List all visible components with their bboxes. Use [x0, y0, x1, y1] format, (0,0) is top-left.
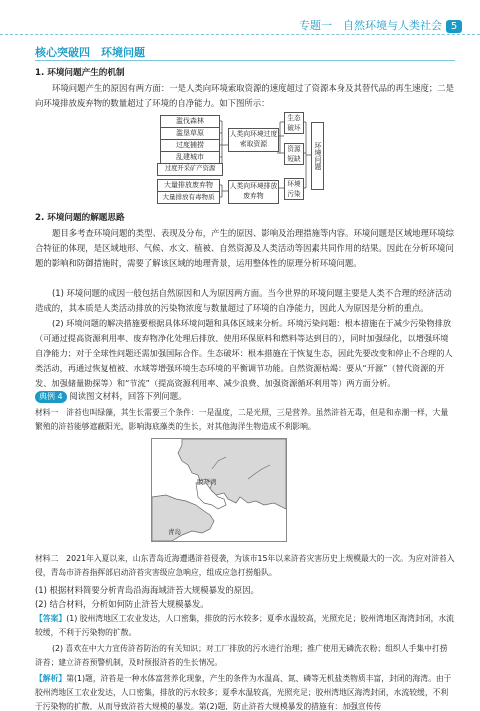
example-header [35, 389, 455, 404]
s2-para3: (2) 环境问题的解决措施要根据具体环境问题和具体区域来分析。环境污染问题：根本措施在于减少污染物排放（可通过提高资源利用率、废弃物净化处理后排放、使用环保原料和燃料等达到目的），同时加强绿化，以增强环境自净能力；对于全球性问题还需加强国际合作。生态破坏：根本措施在于恢复生态，因此先要改变和停止不合理的人类活动，再通过恢复植被、水域等增强环境生态环境的平衡调节功能。自然资源枯竭：要从“开源”（替代资源的开发、加强储量勘探等）和“节流”（提高资源利用率、减少浪费、加强资源循环利用等）两方面分析。 [35, 318, 453, 388]
diagram-mid-top: 人类向环境过度索取资源 [228, 128, 279, 152]
diagram-final: 环境问题 [311, 122, 324, 190]
answer-1: (1) 胶州湾地区工农业发达，人口密集，排放的污水较多；夏季水温较高，光照充足；胶州湾地区海湾封闭，水流较缓，不利于污染物的扩散。 [35, 614, 454, 637]
question-1: (1) 根据材料简要分析青岛沿海海域浒苔大规模暴发的原因。 [35, 585, 259, 595]
map-label-bay: 胶州湾 [197, 478, 217, 486]
page-number: 5 [446, 20, 462, 33]
map-label-city: 青岛 [168, 528, 181, 536]
analysis-block [35, 672, 455, 710]
diagram-right-top-1: 生态破坏 [284, 112, 304, 134]
diagram-left-item: 乱建城市 [160, 151, 220, 164]
diagram-left-item: 滥伐森林 [160, 115, 220, 128]
map-figure [151, 438, 287, 542]
page-header [299, 17, 462, 33]
s1-heading: 1. 环境问题产生的机制 [35, 68, 125, 78]
material-1: 材料一 浒苔也叫绿藻，其生长需要三个条件：一是温度，二是光照，三是营养。虽然浒苔无毒，但是和赤潮一样，大量繁殖的浒苔能够遮蔽阳光，影响海底藻类的生长，对其他海洋生物造成不利影响。 [35, 408, 449, 431]
material-2: 材料二 2021年入夏以来，山东青岛近海遭遇浒苔侵袭，为该市15年以来浒苔灾害历史上规模最大的一次。为应对浒苔入侵，青岛市浒苔指挥部启动浒苔灾害级应急响应，组成应急打捞船队。 [35, 554, 455, 577]
section-divider [35, 60, 455, 61]
diagram-right-top-2: 资源短缺 [284, 143, 304, 165]
example-tag: 典例 4 [35, 391, 67, 403]
s2-heading: 2. 环境问题的解题思路 [35, 213, 125, 223]
s1-para1: 环境问题产生的原因有两方面：一是人类向环境索取资源的速度超过了资源本身及其替代品的再生速度；二是向环境排放废弃物的数量超过了环境的自净能力。如下图所示： [35, 83, 454, 108]
question-2: (2) 结合材料，分析如何防止浒苔大规模暴发。 [35, 599, 209, 609]
answer-block [35, 612, 455, 640]
diagram-right-bottom: 环境污染 [284, 178, 304, 200]
s2-para1: 题目多考查环境问题的类型、表现及分布，产生的原因、影响及治理措施等内容。环境问题是区域地理环境综合特征的体现，是区域地形、气候、水文、植被、自然资源及人类活动等因素共同作用的结果。因此在分析环境问题的影响和防御措施时，需要了解该区域的地理背景，运用整体性的原理分析环境问题。 [35, 228, 454, 268]
diagram-left-item: 大量排放有毒物质 [157, 191, 220, 204]
analysis-text: 第(1)题，浒苔是一种水体富营养化现象，产生的条件为水温高、氮、磷等无机盐类物质丰富，封闭的海湾。由于胶州湾地区工农业发达，人口密集，排放的污水较多；夏季水温较高，光照充足；胶州湾地区海湾封闭，水流较缓，不利于污染物的扩散，从而导致浒苔大规模的暴发。第(2)题，防止浒苔大规模暴发的措施有：加强宣传传 [35, 674, 452, 710]
answer-tag: 【答案】 [35, 614, 67, 623]
header-divider [0, 34, 480, 35]
s2-para2: (1) 环境问题的成因一般包括自然原因和人为原因两方面。当今世界的环境问题主要是人类不合理的经济活动造成的，其本质是人类活动排放的污染物浓度与数量超过了环境的自净能力，因此人为原因是分析的重点。 [35, 288, 452, 313]
answer-2: (2) 喜欢在中大力宣传浒苔防治的有关知识；对工厂排放的污水进行治理；推广使用无磷洗衣粉；组织人手集中打捞浒苔；建立浒苔预警机制，及时预报浒苔的生长情况。 [35, 644, 448, 667]
map-drawing [152, 439, 286, 541]
example-prompt: 阅读图文材料，回答下列问题。 [69, 391, 187, 401]
analysis-tag: 【解析】 [35, 674, 67, 683]
diagram-left-item: 滥垦草原 [160, 127, 220, 140]
diagram-mid-bottom: 人类向环境排放废弃物 [228, 180, 279, 204]
diagram-left-item: 过度捕捞 [160, 139, 220, 152]
diagram-left-item: 大量排放废弃物 [157, 179, 220, 192]
diagram-left-item: 过度开采矿产资源 [157, 163, 223, 176]
section-title: 核心突破四 环境问题 [35, 46, 145, 59]
header-title: 专题一 自然环境与人类社会 [299, 19, 442, 32]
